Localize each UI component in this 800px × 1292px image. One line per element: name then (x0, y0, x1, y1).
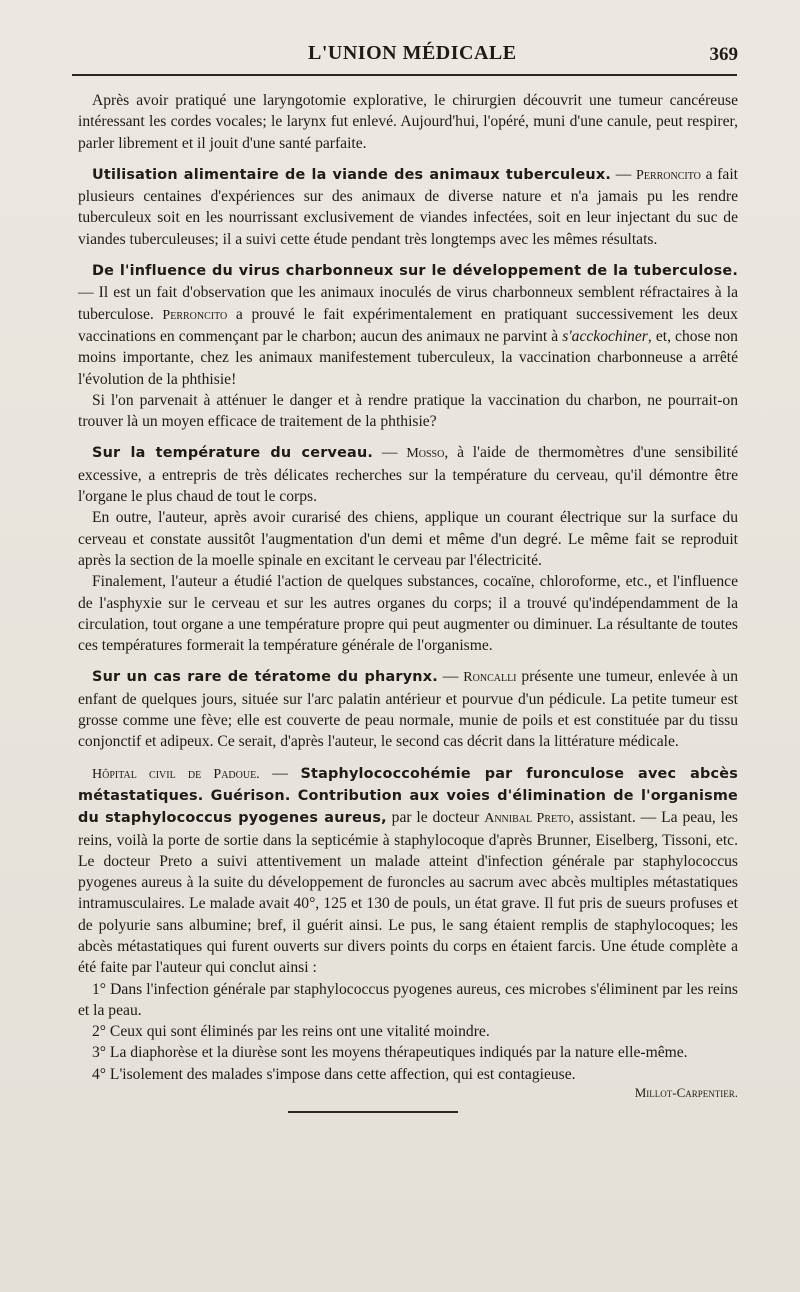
section-title: Utilisation alimentaire de la viande des animaux tuberculeux. (92, 166, 612, 183)
paragraph-laryngotomy: Après avoir pratiqué une laryngotomie explorative, le chirurgien découvrit une tumeur cancéreuse intéressant les cordes vocales; le larynx fut enlevé. Aujourd'hui, l'opéré, muni d'une canule, peut respirer, parler librement et il jouit d'une santé parfaite. (78, 92, 738, 152)
author-name: Perroncito (636, 167, 701, 183)
section-title: Sur la température du cerveau. (92, 445, 374, 462)
author-name: Perroncito (162, 307, 228, 323)
section-teratome-pharynx: Sur un cas rare de tératome du pharynx. — Roncalli présente une tumeur, enlevée à un enfant de quelques jours, située sur l'arc palatin antérieur et pourvue d'un pédicule. La petite tumeur est grosse comme une fève; elle est couverte de peau normale, munie de poils et est constituée par du tissu conjonctif et adipeux. Ce serait, d'après l'auteur, le second cas décrit dans la littérature médicale. (78, 668, 738, 751)
section-title: Staphylococcohémie par furonculose avec abcès métastatiques. Guérison. Contribution aux voies d'élimination de l'organisme du staphylococcus pyogenes aureus, (78, 765, 738, 827)
conclusion-4: 4° L'isolement des malades s'impose dans cette affection, qui est contagieuse. (92, 1065, 576, 1083)
section-temperature-cerveau: Sur la température du cerveau. — Mosso, à l'aide de thermomètres d'une sensibilité excessive, a entrepris de très délicates recherches sur la température du cerveau, qu'il démontre être l'organe le plus chaud de tout le corps. (78, 444, 739, 506)
paragraph-curarise: En outre, l'auteur, après avoir curarisé des chiens, applique un courant électrique sur la surface du cerveau et constate aussitôt l'augmentation d'un demi et même d'un degré. Le même fait se reproduit après la section de la moelle spinale en excitant le cerveau par l'électricité. (78, 509, 738, 569)
section-viande-tuberculeux: Utilisation alimentaire de la viande des animaux tuberculeux. — Perroncito a fait plusieurs centaines d'expériences sur des animaux de diverse nature et n'a jamais pu les rendre tuberculeux soit en les nourrissant exclusivement de viandes infectées, soit en leur injectant du suc de viandes tuberculeuses; il a suivi cette étude pendant très longtemps avec les mêmes résultats. (78, 165, 738, 248)
author-name: Annibal Preto (484, 811, 571, 827)
page-header (78, 0, 738, 64)
page-number: 369 (709, 44, 738, 65)
author-name: Mosso (406, 446, 445, 462)
institution-name: Hôpital civil de Padoue. (92, 766, 260, 782)
author-name: Roncalli (463, 670, 517, 686)
paragraph-vaccination: Si l'on parvenait à atténuer le danger et à rendre pratique la vaccination du charbon, ne pourrait-on trouver là un moyen efficace de traitement de la phthisie? (78, 391, 738, 431)
conclusion-1: 1° Dans l'infection générale par staphylococcus pyogenes aureus, ces microbes s'éliminent par les reins et la peau. (78, 980, 738, 1019)
conclusion-3: 3° La diaphorèse et la diurèse sont les moyens thérapeutiques indiqués par la nature elle-même. (92, 1044, 688, 1062)
paragraph-substances: Finalement, l'auteur a étudié l'action de quelques substances, cocaïne, chloroforme, etc., et l'influence de l'asphyxie sur le cerveau et sur les autres organes du corps; il a trouvé qu'indépendamment de la circulation, tout organe a une température propre qui peut augmenter ou diminuer. La résultante de toutes ces températures formerait la température générale de l'organisme. (78, 573, 738, 655)
running-title: L'UNION MÉDICALE (308, 42, 517, 64)
section-title: De l'influence du virus charbonneux sur le développement de la tuberculose. (92, 263, 738, 280)
author-signature: Millot-Carpentier. (634, 1085, 738, 1101)
section-staphylococcohemie: Hôpital civil de Padoue. — Staphylococcohémie par furonculose avec abcès métastatiques. Guérison. Contribution aux voies d'élimination de l'organisme du staphylococcus pyogenes aureus, par le docteur Annibal Preto, assistant. — La peau, les reins, voilà la porte de sortie dans la septicémie à staphylocoque d'après Brunner, Eiselberg, Tissoni, etc. Le docteur Preto a suivi attentivement un malade atteint d'infection générale par staphylococcus pyogenes aureus à la suite du développement de furoncles au sacrum avec abcès multiples métastatiques intramusculaires. Le malade avait 40°, 125 et 130 de pouls, un état grave. Il fut pris de sueurs profuses et de polyurie sans albumine; bref, il guérit ainsi. Le pus, le sang étaient remplis de staphylocoques; les abcès métastatiques qui furent ouverts sur divers points du corps en étaient farcis. Une étude complète a été faite par l'auteur qui conclut ainsi : (78, 764, 738, 977)
section-virus-charbonneux: De l'influence du virus charbonneux sur le développement de la tuberculose. — Il est un fait d'observation que les animaux inoculés de virus charbonneux semblent réfractaires à la tuberculose. Perroncito a prouvé le fait expérimentalement en pratiquant successivement les deux vaccinations en commençant par le charbon; aucun des animaux ne parvint à s'acckochiner, et, chose non moins importante, chez les animaux manifestement tuberculeux, la vaccination charbonneuse a arrêté l'évolution de la phthisie! (78, 263, 738, 388)
article-body (78, 90, 738, 1113)
section-title: Sur un cas rare de tératome du pharynx. (92, 669, 438, 686)
conclusion-2: 2° Ceux qui sont éliminés par les reins ont une vitalité moindre. (92, 1023, 490, 1041)
header-rule (72, 74, 737, 76)
end-rule (288, 1111, 458, 1113)
